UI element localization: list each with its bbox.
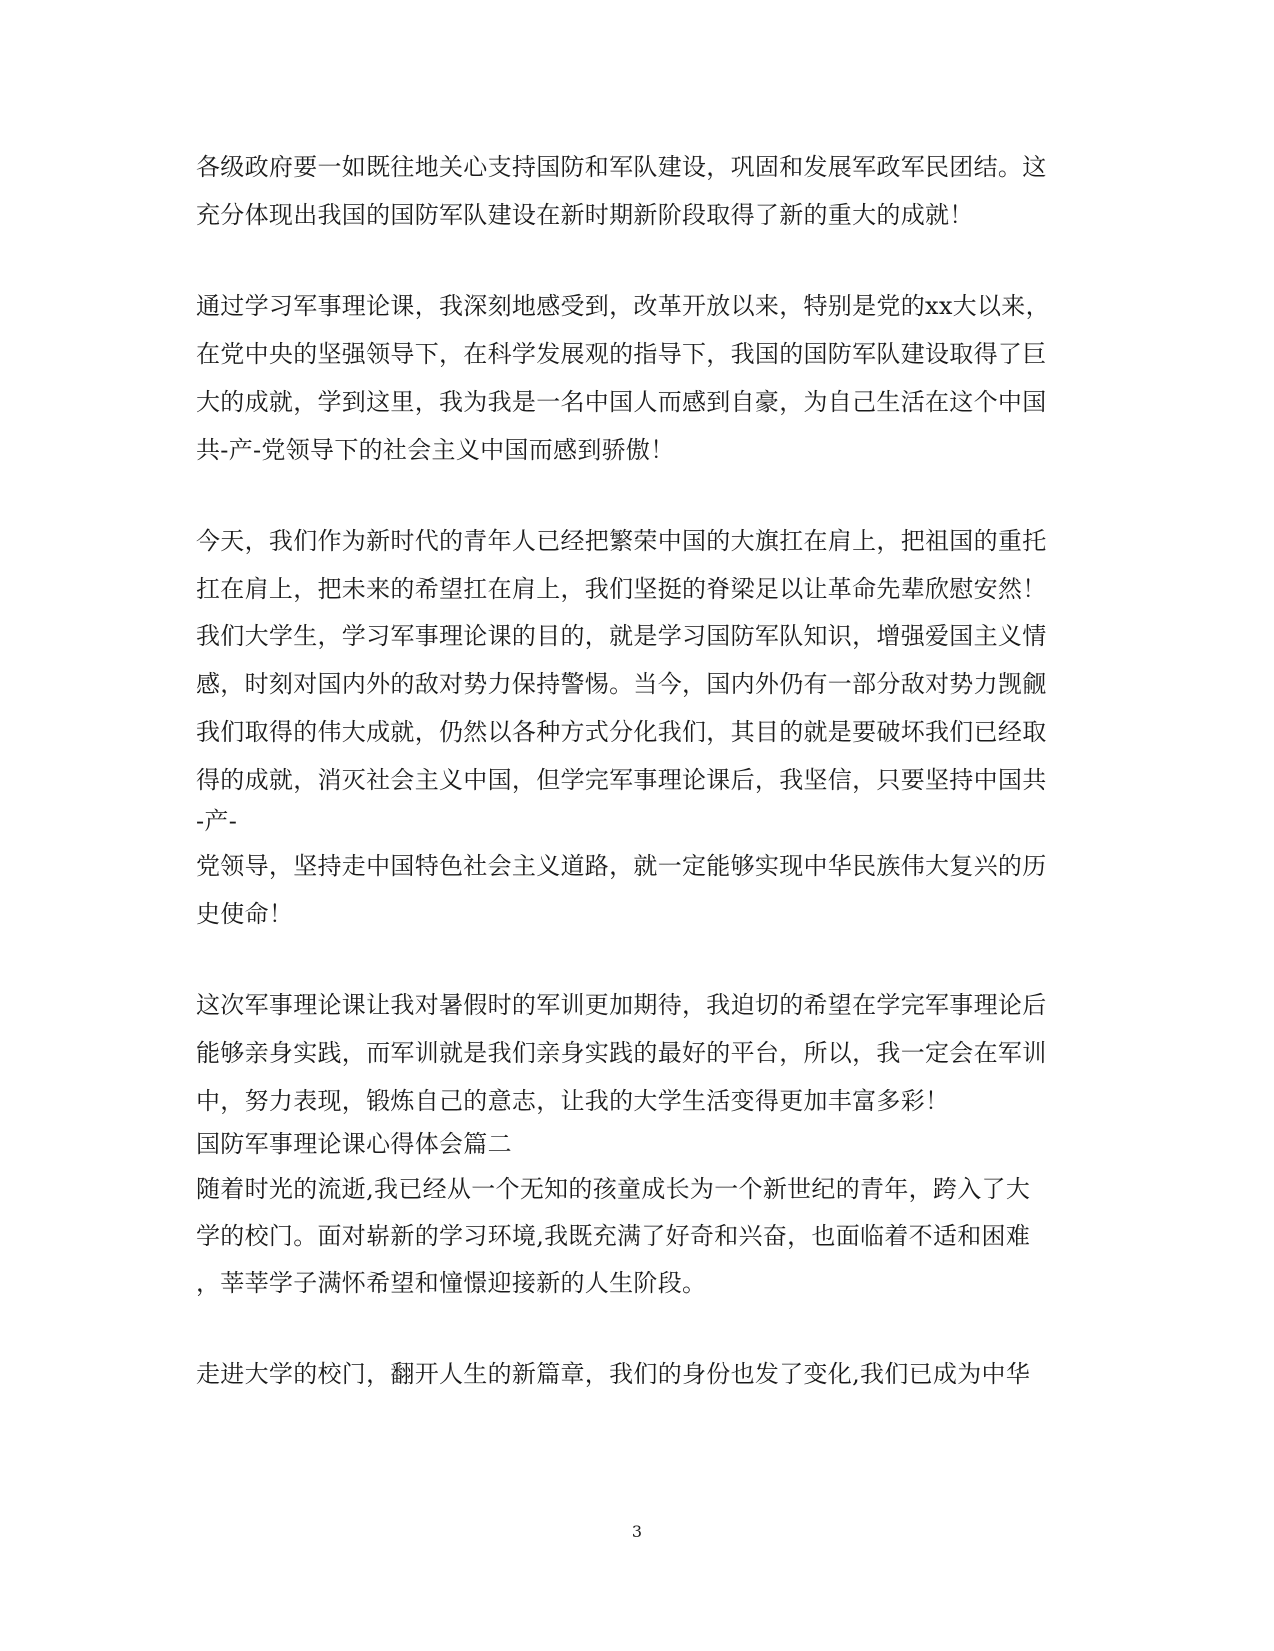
text-line: ，莘莘学子满怀希望和憧憬迎接新的人生阶段。: [196, 1269, 707, 1297]
text-line: 充分体现出我国的国防军队建设在新时期新阶段取得了新的重大的成就！: [196, 201, 974, 229]
text-line: 党领导，坚持走中国特色社会主义道路，就一定能够实现中华民族伟大复兴的历: [196, 852, 1047, 880]
text-line: 学的校门。面对崭新的学习环境,我既充满了好奇和兴奋，也面临着不适和困难: [196, 1222, 1031, 1250]
text-line: 感，时刻对国内外的敌对势力保持警惕。当今，国内外仍有一部分敌对势力觊觎: [196, 670, 1047, 698]
text-line: 随着时光的流逝,我已经从一个无知的孩童成长为一个新世纪的青年，跨入了大: [196, 1175, 1031, 1203]
text-line: -产-: [196, 807, 238, 835]
text-line: 这次军事理论课让我对暑假时的军训更加期待，我迫切的希望在学完军事理论后: [196, 991, 1047, 1019]
text-line: 中，努力表现，锻炼自己的意志，让我的大学生活变得更加丰富多彩！: [196, 1087, 950, 1115]
text-line: 我们取得的伟大成就，仍然以各种方式分化我们，其目的就是要破坏我们已经取: [196, 718, 1047, 746]
text-line: 通过学习军事理论课，我深刻地感受到，改革开放以来，特别是党的xx大以来，: [196, 292, 1050, 320]
text-line: 得的成就，消灭社会主义中国，但学完军事理论课后，我坚信，只要坚持中国共: [196, 766, 1047, 794]
text-line: 今天，我们作为新时代的青年人已经把繁荣中国的大旗扛在肩上，把祖国的重托: [196, 527, 1047, 555]
text-line: 在党中央的坚强领导下，在科学发展观的指导下，我国的国防军队建设取得了巨: [196, 340, 1047, 368]
page-number: 3: [631, 1522, 643, 1541]
text-line: 走进大学的校门，翻开人生的新篇章，我们的身份也发了变化,我们已成为中华: [196, 1360, 1031, 1388]
text-line: 大的成就，学到这里，我为我是一名中国人而感到自豪，为自己生活在这个中国: [196, 388, 1047, 416]
text-line: 各级政府要一如既往地关心支持国防和军队建设，巩固和发展军政军民团结。这: [196, 153, 1047, 181]
text-line: 史使命！: [196, 900, 294, 928]
text-line: 我们大学生，学习军事理论课的目的，就是学习国防军队知识，增强爱国主义情: [196, 622, 1047, 650]
text-line: 扛在肩上，把未来的希望扛在肩上，我们坚挺的脊梁足以让革命先辈欣慰安然！: [196, 575, 1047, 603]
section-heading: 国防军事理论课心得体会篇二: [196, 1130, 512, 1158]
text-line: 能够亲身实践，而军训就是我们亲身实践的最好的平台，所以，我一定会在军训: [196, 1039, 1047, 1067]
text-line: 共-产-党领导下的社会主义中国而感到骄傲！: [196, 436, 675, 464]
